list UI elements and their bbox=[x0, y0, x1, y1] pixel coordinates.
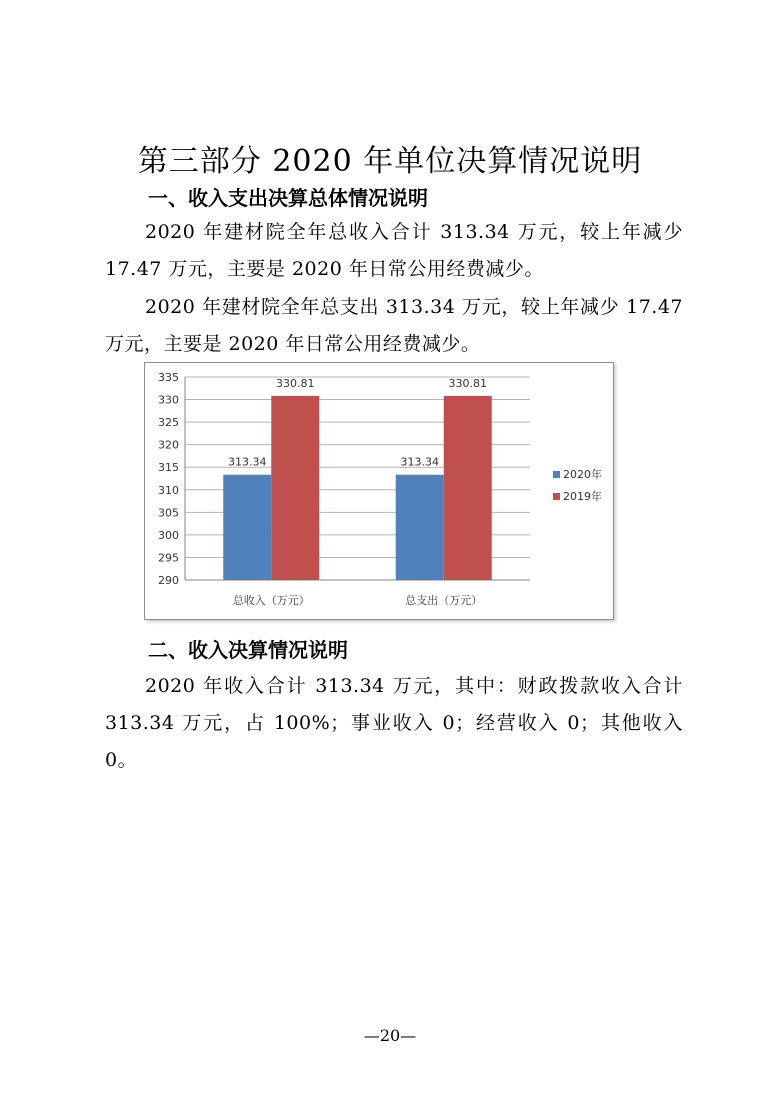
page-number: —20— bbox=[363, 1026, 417, 1045]
y-tick-label: 320 bbox=[158, 438, 179, 452]
bar bbox=[396, 475, 444, 580]
legend-label: 2019年 bbox=[563, 490, 602, 503]
y-tick-label: 310 bbox=[158, 483, 179, 497]
paragraph-income-total: 2020 年建材院全年总收入合计 313.34 万元，较上年减少 17.47 万元，主要是 2020 年日常公用经费减少。 bbox=[105, 221, 683, 280]
paragraph-expense-total: 2020 年建材院全年总支出 313.34 万元，较上年减少 17.47 万元，主要是 2020 年日常公用经费减少。 bbox=[105, 296, 683, 355]
bar bbox=[271, 396, 319, 580]
page-title: 第三部分 2020 年单位决算情况说明 bbox=[137, 144, 643, 179]
y-tick-label: 315 bbox=[158, 461, 179, 475]
bar bbox=[444, 396, 492, 580]
data-label: 330.81 bbox=[276, 376, 315, 390]
legend-label: 2020年 bbox=[563, 468, 602, 481]
data-label: 313.34 bbox=[400, 455, 439, 469]
y-tick-label: 325 bbox=[158, 416, 179, 430]
bar bbox=[223, 475, 271, 580]
y-tick-label: 300 bbox=[158, 528, 179, 542]
bar-chart bbox=[145, 363, 613, 619]
x-tick-label: 总收入（万元） bbox=[232, 594, 310, 607]
y-tick-label: 305 bbox=[158, 506, 179, 520]
y-tick-label: 290 bbox=[158, 574, 179, 587]
data-label: 313.34 bbox=[228, 455, 267, 469]
data-label: 330.81 bbox=[448, 376, 487, 390]
chart-frame bbox=[144, 362, 614, 620]
legend-swatch bbox=[553, 471, 560, 478]
y-tick-label: 330 bbox=[158, 393, 179, 407]
legend-swatch bbox=[553, 493, 560, 500]
y-tick-label: 335 bbox=[158, 371, 179, 384]
x-tick-label: 总支出（万元） bbox=[405, 594, 483, 607]
y-tick-label: 295 bbox=[158, 551, 179, 565]
section-heading-overview: 一、收入支出决算总体情况说明 bbox=[148, 186, 428, 210]
section-heading-income: 二、收入决算情况说明 bbox=[148, 638, 348, 662]
paragraph-income-breakdown: 2020 年收入合计 313.34 万元，其中：财政拨款收入合计 313.34 万元，占 100%；事业收入 0；经营收入 0；其他收入 0。 bbox=[105, 675, 683, 771]
